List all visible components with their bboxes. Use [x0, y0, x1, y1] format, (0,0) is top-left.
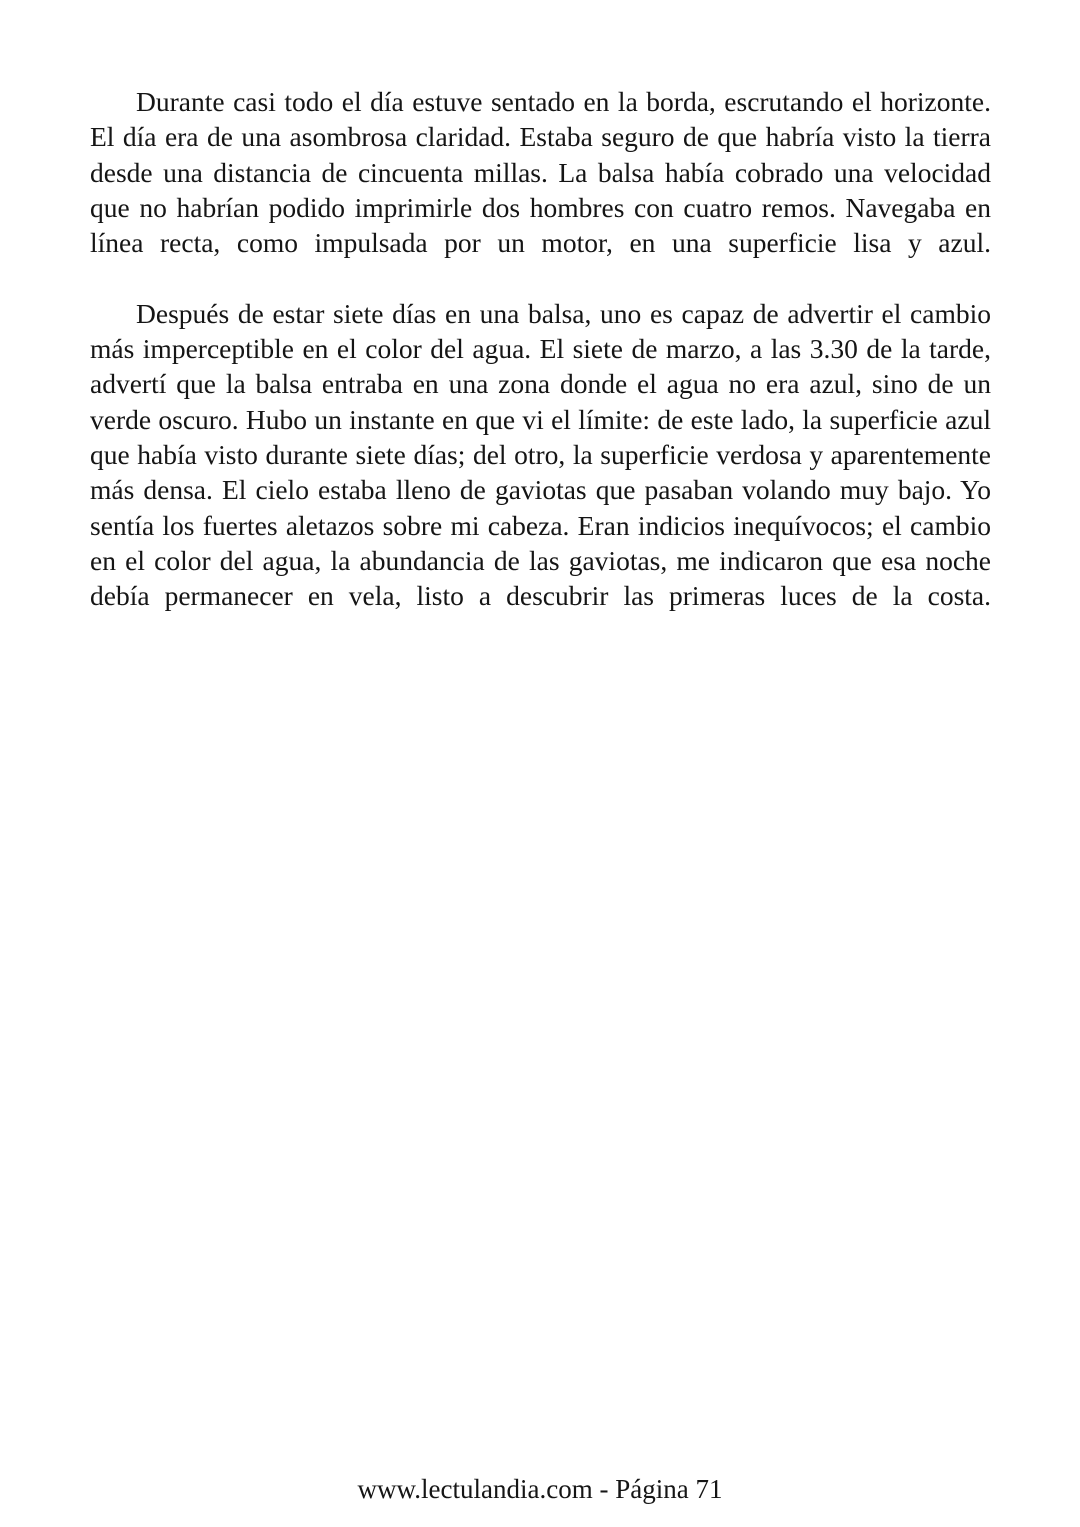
body-text-column — [90, 84, 991, 649]
paragraph-2: Después de estar siete días en una balsa, uno es capaz de advertir el cambio más imperceptible en el color del agua. El siete de marzo, a las 3.30 de la tarde, advertí que la balsa entraba en una zona donde el agua no era azul, sino de un verde oscuro. Hubo un instante en que vi el límite: de este lado, la superficie azul que había visto durante siete días; del otro, la superficie verdosa y aparentemente más densa. El cielo estaba lleno de gaviotas que pasaban volando muy bajo. Yo sentía los fuertes aletazos sobre mi cabeza. Eran indicios inequívocos; el cambio en el color del agua, la abundancia de las gaviotas, me indicaron que esa noche debía permanecer en vela, listo a descubrir las primeras luces de la costa. — [90, 297, 991, 612]
paragraph-1: Durante casi todo el día estuve sentado en la borda, escrutando el horizonte. El día era de una asombrosa claridad. Estaba seguro de que habría visto la tierra desde una distancia de cincuenta millas. La balsa había cobrado una velocidad que no habrían podido imprimirle dos hombres con cuatro remos. Navegaba en línea recta, como impulsada por un motor, en una superficie lisa y azul. — [90, 86, 991, 259]
page-footer: www.lectulandia.com - Página 71 — [357, 1474, 723, 1504]
